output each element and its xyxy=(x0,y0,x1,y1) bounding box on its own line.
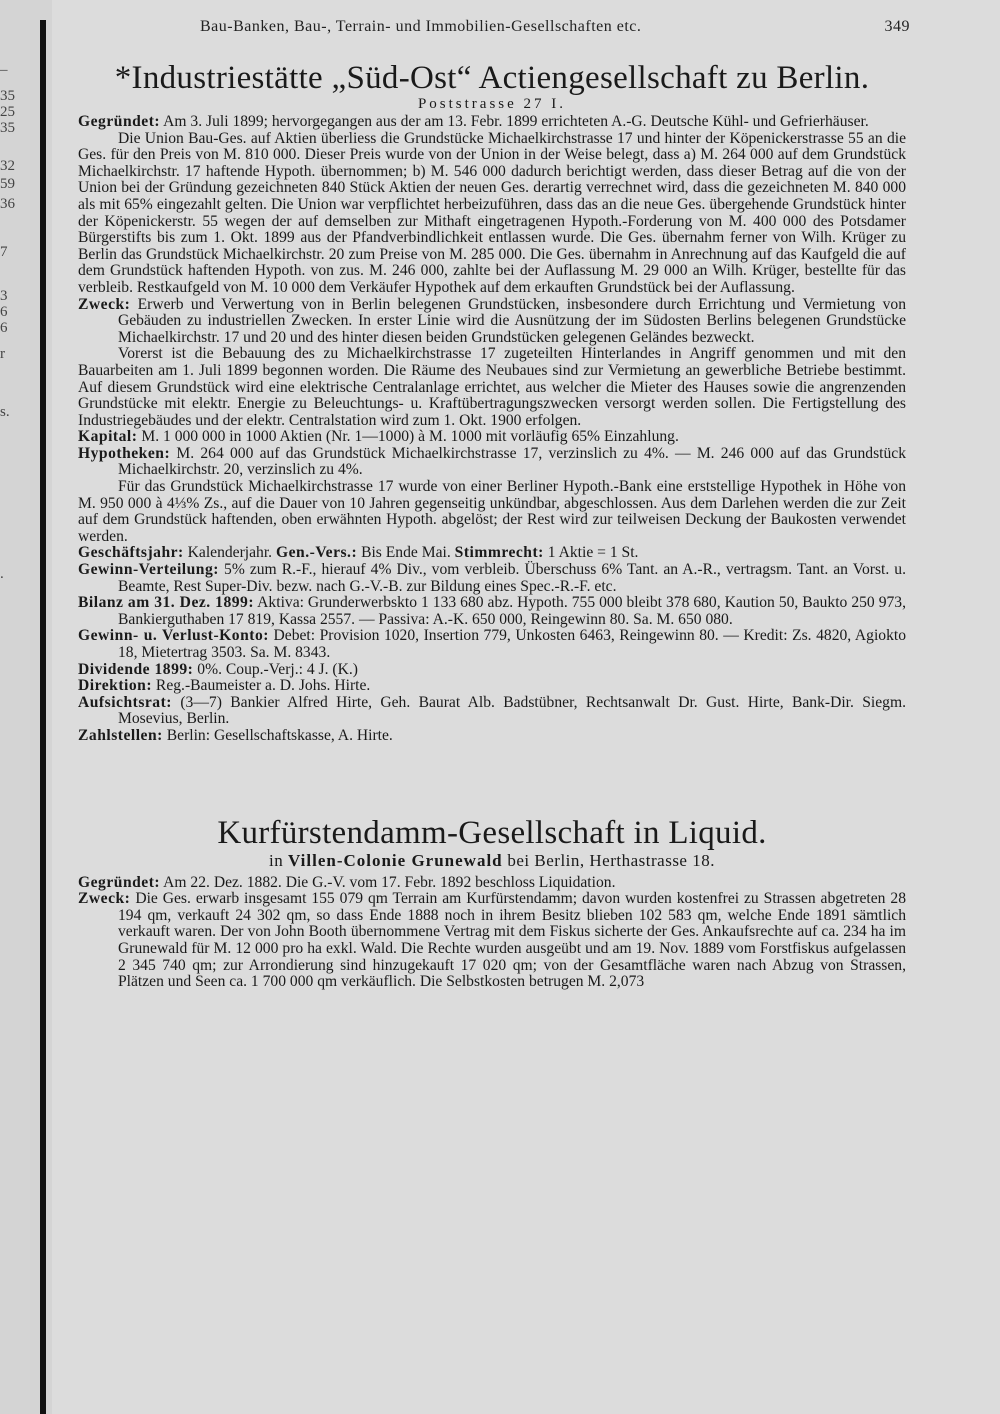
section-gap xyxy=(78,745,906,815)
section-label: Stimmrecht: xyxy=(454,544,544,562)
margin-fragment: 6 xyxy=(0,320,8,336)
company-address: Poststrasse 27 I. xyxy=(417,96,567,112)
company-title: Kurfürstendamm-Gesellschaft in Liquid. xyxy=(217,814,767,851)
address-suffix: bei Berlin, Herthastrasse 18. xyxy=(507,850,715,870)
section-text: Am 3. Juli 1899; hervorgegangen aus der am 13. Febr. 1899 errichteten A.-G. Deutsche Kühl- und Gefrierhäuser. xyxy=(163,113,869,130)
section-text: Erwerb und Verwertung von in Berlin belegenen Grundstücken, insbesondere durch Errichtung und Vermietung von Gebäuden zu industriellen Zwecken. In erster Linie wird die Ausnützung der im Südosten Berlins belegenen Grundstücke Michaelkirchstr. 17 und 20 und des hinter diesen beiden Grundstücken gelegenen Geländes bezweckt. xyxy=(118,295,906,346)
address-prefix: in xyxy=(269,850,284,870)
company-entry-kurfuerstendamm xyxy=(78,815,906,991)
address-place: Villen-Colonie Grunewald xyxy=(288,850,503,870)
section-label: Aufsichtsrat: xyxy=(78,693,172,711)
section-text: Debet: Provision 1020, Insertion 779, Unkosten 6463, Reingewinn 80. — Kredit: Zs. 4820, Agiokto 18, Mietertrag 3503. Sa. M. 8343. xyxy=(118,627,906,661)
section-label: Gegründet: xyxy=(78,873,161,891)
margin-fragment: 59 xyxy=(0,176,15,192)
section-hypotheken xyxy=(78,446,906,479)
section-label: Kapital: xyxy=(78,428,138,446)
section-label: Geschäftsjahr: xyxy=(78,544,184,562)
section-gegruendet xyxy=(78,114,906,131)
company-title: *Industriestätte „Süd-Ost“ Actiengesellschaft zu Berlin. xyxy=(114,60,870,96)
section-bilanz xyxy=(78,595,906,628)
paragraph: Die Union Bau-Ges. auf Aktien überliess die Grundstücke Michaelkirchstrasse 17 und hinter der Köpenickerstrasse 55 an die Ges. für den Preis von M. 810 000. Dieser Preis wurde von der Union in der Weise belegt, dass a) M. 264 000 auf dem Grundstück Michaelkirchstr. 17 haftende Hypoth. übernommen; b) M. 546 000 dadurch berichtigt werden, dass dieser Betrag auf die von der Union bei der Gründung gezeichneten 840 Stück Aktien der neuen Ges. derartig verrechnet wird, dass die gezeichneten M. 840 000 als mit 65% eingezahlt gelten. Die Union war verpflichtet herbeizuführen, dass das an die neue Ges. übergehende Grundstück hinter der Köpenickerstr. 55 wegen der auf demselben zur Mithaft eingetragenen Hypoth.-Forderung von M. 400 000 des Potsdamer Bürgerstifts bis zum 1. Okt. 1899 aus der Pfandverbindlichkeit entlassen wurde. Die Ges. übernahm ferner von Wilh. Krüger zu Berlin das Grundstück Michaelkirchstr. 20 zum Preise von M. 285 000. Die Ges. übernahm in Anrechnung auf das Kaufgeld die auf dem Grundstück haftenden Hypoth. von zus. M. 246 000, zahlte bei der Auflassung M. 29 000 an Wilh. Krüger, bestellte für das verbleib. Restkaufgeld von M. 10 000 dem Verkäufer Hypothek auf dem erkauften Grundstück bei der Auflassung. xyxy=(78,129,906,296)
section-gewinn-verteilung xyxy=(78,562,906,595)
section-text: M. 264 000 auf das Grundstück Michaelkirchstrasse 17, verzinslich zu 4%. — M. 246 000 auf das Grundstück Michaelkirchstr. 20, verzinslich zu 4%. xyxy=(118,444,906,479)
section-label: Gewinn- u. Verlust-Konto: xyxy=(78,627,269,645)
section-zweck xyxy=(78,297,906,347)
section-label: Dividende 1899: xyxy=(78,660,194,678)
company-entry-sued-ost xyxy=(78,60,906,745)
section-text: Berlin: Gesellschaftskasse, A. Hirte. xyxy=(166,726,393,744)
section-label: Zahlstellen: xyxy=(78,726,163,744)
section-label: Gewinn-Verteilung: xyxy=(78,561,219,579)
margin-fragment: 32 xyxy=(0,158,15,174)
section-label: Zweck: xyxy=(78,295,131,313)
section-gewinn-verlust xyxy=(78,628,906,661)
section-text: Kalenderjahr. xyxy=(187,544,273,562)
page-content xyxy=(78,60,906,991)
margin-fragment: 36 xyxy=(0,196,15,212)
margin-fragment: 35 xyxy=(0,88,15,104)
section-aufsichtsrat xyxy=(78,695,906,728)
section-gegruendet xyxy=(78,875,906,892)
section-label: Zweck: xyxy=(78,890,131,908)
paragraph: Vorerst ist die Bebauung des zu Michaelkirchstrasse 17 zugeteilten Hinterlandes in Angriff genommen und mit den Bauarbeiten am 1. Juli 1899 begonnen worden. Die Räume des Neubaues sind zur Vermietung an gewerbliche Betriebe bestimmt. Auf diesem Grundstück wird eine elektrische Centralanlage errichtet, aus welcher die Mieter des Hauses sowie die angrenzenden Grundstücke mit elektr. Energie zu Beleuchtungs- u. Kraftübertragungszwecken versorgt werden sollen. Die Fertigstellung des Industriegebäudes und der elektr. Centralstation wird zum 1. Okt. 1900 erfolgen. xyxy=(78,345,906,429)
section-text: Aktiva: Grunderwerbskto 1 133 680 abz. Hypoth. 755 000 bleibt 378 680, Kaution 50, Baukto 250 973, Bankierguthaben 17 819, Kassa 2557. — Passiva: A.-K. 650 000, Reingewinn 80. Sa. M. 650 080. xyxy=(118,594,906,628)
margin-rule xyxy=(40,20,46,1414)
margin-fragment: r xyxy=(0,346,5,362)
margin-fragment: – xyxy=(0,62,8,78)
company-address xyxy=(78,851,906,871)
margin-fragment: s. xyxy=(0,404,10,420)
section-text: 5% zum R.-F., hierauf 4% Div., vom verbleib. Überschuss 6% Tant. an A.-R., vertragsm. Tant. an Vorst. u. Beamte, Rest Super-Div. bezw. nach G.-V.-B. zur Bildung eines Spec.-R.-F. etc. xyxy=(118,561,906,595)
margin-fragment: 3 xyxy=(0,288,8,304)
running-head-title: Bau-Banken, Bau-, Terrain- und Immobilien-Gesellschaften etc. xyxy=(200,18,642,35)
section-direktion xyxy=(78,678,906,695)
page-number: 349 xyxy=(884,18,910,35)
section-kapital xyxy=(78,429,906,446)
section-text: M. 1 000 000 in 1000 Aktien (Nr. 1—1000) à M. 1000 mit vorläufig 65% Einzahlung. xyxy=(141,428,679,446)
margin-fragment: . xyxy=(0,566,4,582)
section-text: (3—7) Bankier Alfred Hirte, Geh. Baurat Alb. Badstübner, Rechtsanwalt Dr. Gust. Hirte, Bank-Dir. Siegm. Mosevius, Berlin. xyxy=(118,693,906,728)
section-text: 0%. Coup.-Verj.: 4 J. (K.) xyxy=(197,660,358,678)
section-text: Am 22. Dez. 1882. Die G.-V. vom 17. Febr. 1892 beschloss Liquidation. xyxy=(163,873,616,891)
section-label: Gegründet: xyxy=(78,113,161,130)
section-label: Direktion: xyxy=(78,677,153,695)
section-geschaeftsjahr xyxy=(78,545,906,562)
margin-fragment: 35 xyxy=(0,120,15,136)
margin-fragment: 6 xyxy=(0,304,8,320)
section-dividende xyxy=(78,662,906,679)
section-label: Bilanz am 31. Dez. 1899: xyxy=(78,594,255,612)
section-text: 1 Aktie = 1 St. xyxy=(547,544,639,562)
margin-fragment: 7 xyxy=(0,244,8,260)
section-text: Reg.-Baumeister a. D. Johs. Hirte. xyxy=(155,677,371,695)
section-label: Hypotheken: xyxy=(78,444,171,462)
section-text: Bis Ende Mai. xyxy=(361,544,451,562)
section-zahlstellen xyxy=(78,728,906,745)
section-label: Gen.-Vers.: xyxy=(276,544,358,562)
paragraph: Für das Grundstück Michaelkirchstrasse 17 wurde von einer Berliner Hypoth.-Bank eine erststellige Hypothek in Höhe von M. 950 000 à 4⅓% Zs., auf die Dauer von 10 Jahren gegenseitig unkündbar, abgeschlossen. Aus dem Darlehen werden die zur Zeit auf dem Grundstück haftenden, oben erwähnten Hypoth. abgelöst; der Rest wird zur teilweisen Deckung der Baukosten verwendet werden. xyxy=(78,478,906,545)
margin-fragment: 25 xyxy=(0,104,15,120)
section-text: Die Ges. erwarb insgesamt 155 079 qm Terrain am Kurfürstendamm; davon wurden kostenfrei zu Strassen abgetreten 28 194 qm, verkauft 24 302 qm, so dass Ende 1888 noch in ihrem Besitz blieben 102 583 qm, welche Ende 1891 sämtlich verkauft waren. Der von John Booth übernommene Vertrag mit dem Fiskus sicherte der Ges. Ankaufsrechte auf ca. 234 ha im Grunewald für M. 12 000 pro ha exkl. Wald. Die Rechte wurden ausgeübt und am 19. Nov. 1889 vom Forstfiskus aufgelassen 2 345 740 qm; zur Arrondierung sind hinzugekauft 17 020 qm; von der Gesamtfläche waren nach Abzug von Strassen, Plätzen und Seen ca. 1 700 000 qm verkäuflich. Die Selbstkosten betrugen M. 2,073 xyxy=(118,890,906,991)
section-zweck xyxy=(78,891,906,991)
